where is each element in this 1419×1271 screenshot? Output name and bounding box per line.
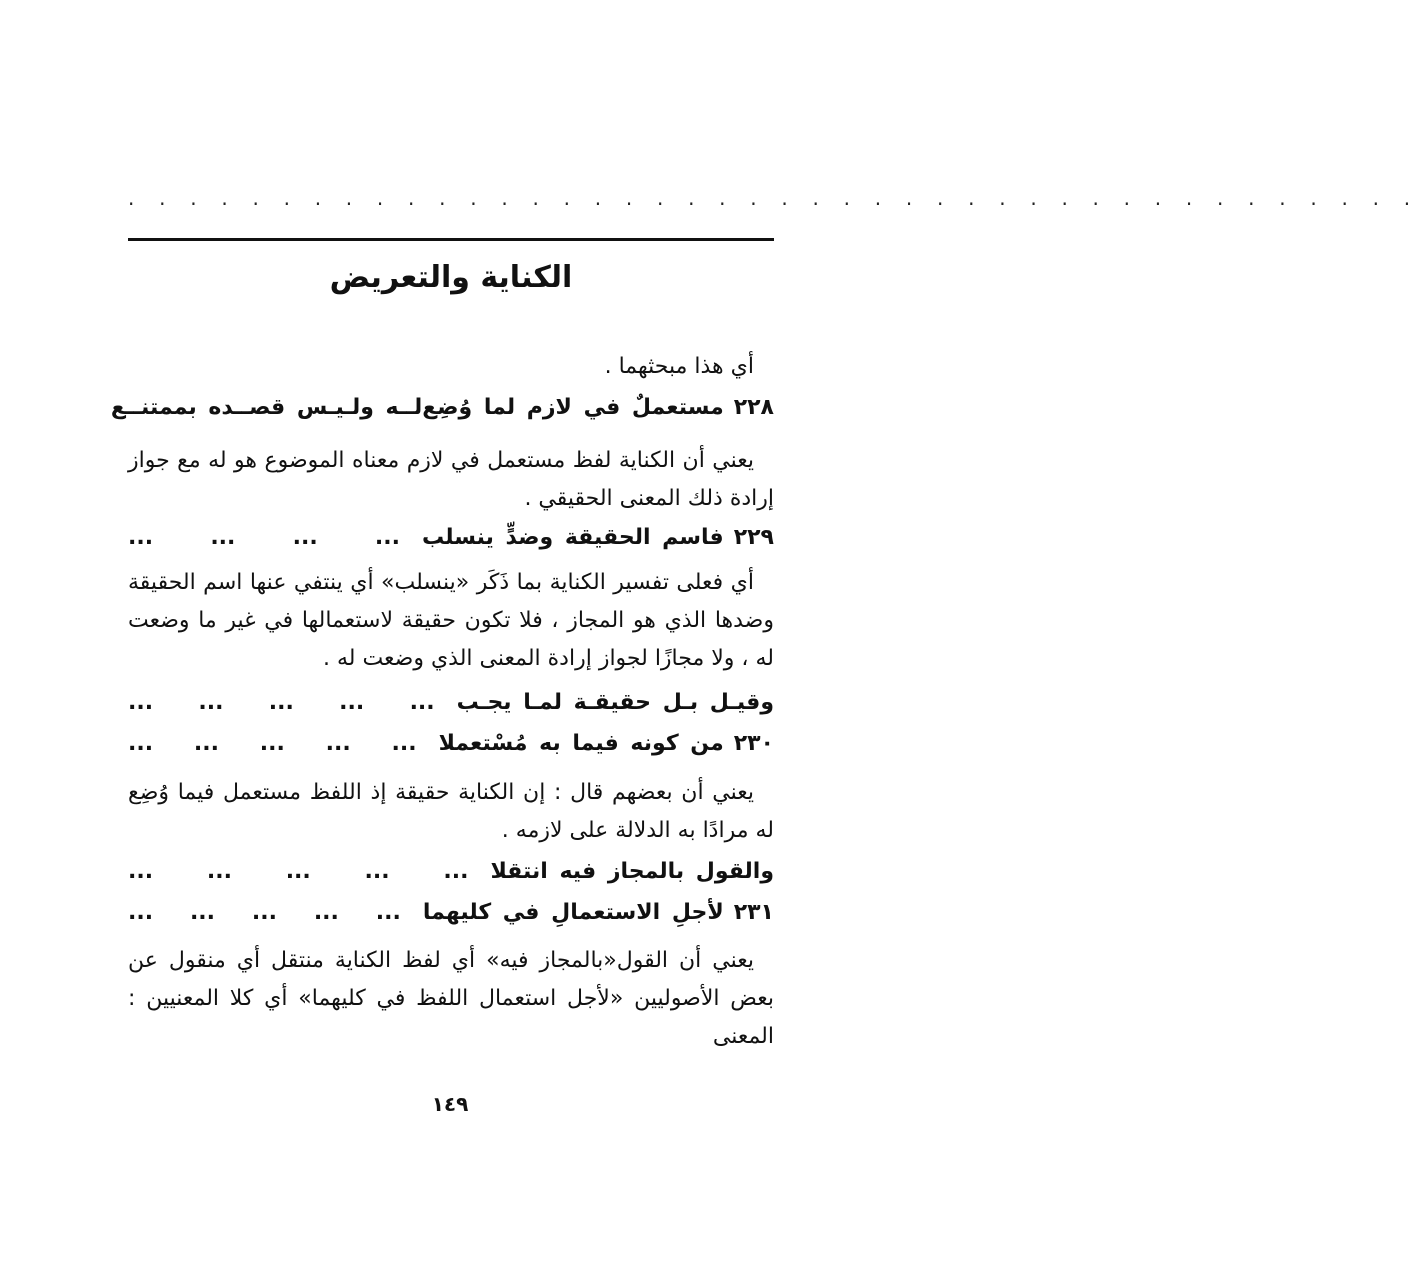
ellipsis: ... (339, 690, 365, 715)
ellipsis-fill (128, 852, 490, 892)
commentary-paragraph: يعني أن بعضهم قال : إن الكناية حقيقة إذ اللفظ مستعمل فيما وُضِع له مرادًا به الدلالة على لازمه . (128, 780, 774, 843)
ellipsis: ... (251, 900, 277, 925)
verse-number: ٢٣١ (733, 900, 774, 925)
intro-text (128, 348, 774, 386)
commentary-1 (128, 442, 774, 518)
verse-229-second (128, 683, 774, 723)
ellipsis: ... (259, 731, 285, 756)
commentary-paragraph: أي فعلى تفسير الكناية بما ذَكَر «ينسلب» أي ينتفي عنها اسم الحقيقة وضدها الذي هو المجاز ، فلا تكون حقيقة لاستعمالها في غير ما وضعت له ، ولا مجازًا لجواز إرادة المعنى الذي وضعت له . (128, 570, 774, 671)
commentary-4 (128, 942, 774, 1056)
verse-hemistich: والقول بالمجاز فيه انتقلا (490, 859, 774, 884)
verse-second-hemistich: لــه ولـيـس قصــده بممتنــع (110, 395, 423, 420)
ellipsis: ... (391, 731, 417, 756)
page-number: ١٤٩ (431, 1092, 469, 1116)
verse-number: ٢٣٠ (733, 731, 774, 756)
verse-first-hemistich: مستعملٌ في لازم لما وُضِع (422, 395, 724, 420)
ellipsis: ... (128, 900, 154, 925)
commentary-3 (128, 774, 774, 850)
verse-230-second (128, 852, 774, 892)
ellipsis: ... (325, 731, 351, 756)
ellipsis-fill (128, 893, 423, 933)
commentary-paragraph: يعني أن الكناية لفظ مستعمل في لازم معناه الموضوع هو له مع جواز إرادة ذلك المعنى الحقيقي . (128, 448, 774, 511)
ellipsis: ... (189, 900, 216, 925)
ellipsis: ... (128, 525, 154, 550)
verse-number: ٢٢٨ (733, 395, 774, 420)
ellipsis-fill (128, 518, 422, 558)
verse-231 (128, 893, 774, 933)
ellipsis: ... (128, 859, 154, 884)
ellipsis: ... (375, 900, 401, 925)
verse-229 (128, 518, 774, 558)
ellipsis: ... (206, 859, 232, 884)
ellipsis: ... (268, 690, 294, 715)
ellipsis: ... (374, 525, 400, 550)
ellipsis: ... (292, 525, 318, 550)
section-rule (128, 238, 774, 241)
ellipsis-fill (128, 724, 439, 764)
verse-hemistich: من كونه فيما به مُسْتعملا (438, 731, 724, 756)
verse-hemistich: لأجلِ الاستعمالِ في كليهما (422, 900, 724, 925)
ellipsis: ... (128, 690, 154, 715)
ellipsis: ... (409, 690, 435, 715)
ellipsis: ... (193, 731, 219, 756)
verse-228 (110, 388, 774, 428)
section-title: الكناية والتعريض (329, 260, 573, 295)
ellipsis: ... (210, 525, 236, 550)
verse-hemistich: وقيـل بـل حقيقـة لمـا يجـب (456, 690, 774, 715)
commentary-2 (128, 564, 774, 678)
verse-hemistich: فاسم الحقيقة وضدٍّ ينسلب (421, 525, 724, 550)
ellipsis-fill (128, 683, 457, 723)
ellipsis: ... (313, 900, 339, 925)
ellipsis: ... (364, 859, 390, 884)
dotted-separator: . . . . . . . . . . . . . . . . . . . . . . . . . . . . . . . . . . . . . . . . . . (128, 186, 1419, 210)
ellipsis: ... (198, 690, 224, 715)
ellipsis: ... (128, 731, 154, 756)
ellipsis: ... (285, 859, 311, 884)
intro-paragraph: أي هذا مبحثهما . (604, 354, 754, 379)
verse-230 (128, 724, 774, 764)
ellipsis: ... (443, 859, 469, 884)
commentary-paragraph: يعني أن القول«بالمجاز فيه» أي لفظ الكناية منتقل أي منقول عن بعض الأصوليين «لأجل استعمال اللفظ في كليهما» أي كلا المعنيين : المعنى (128, 948, 774, 1049)
verse-number: ٢٢٩ (733, 525, 774, 550)
